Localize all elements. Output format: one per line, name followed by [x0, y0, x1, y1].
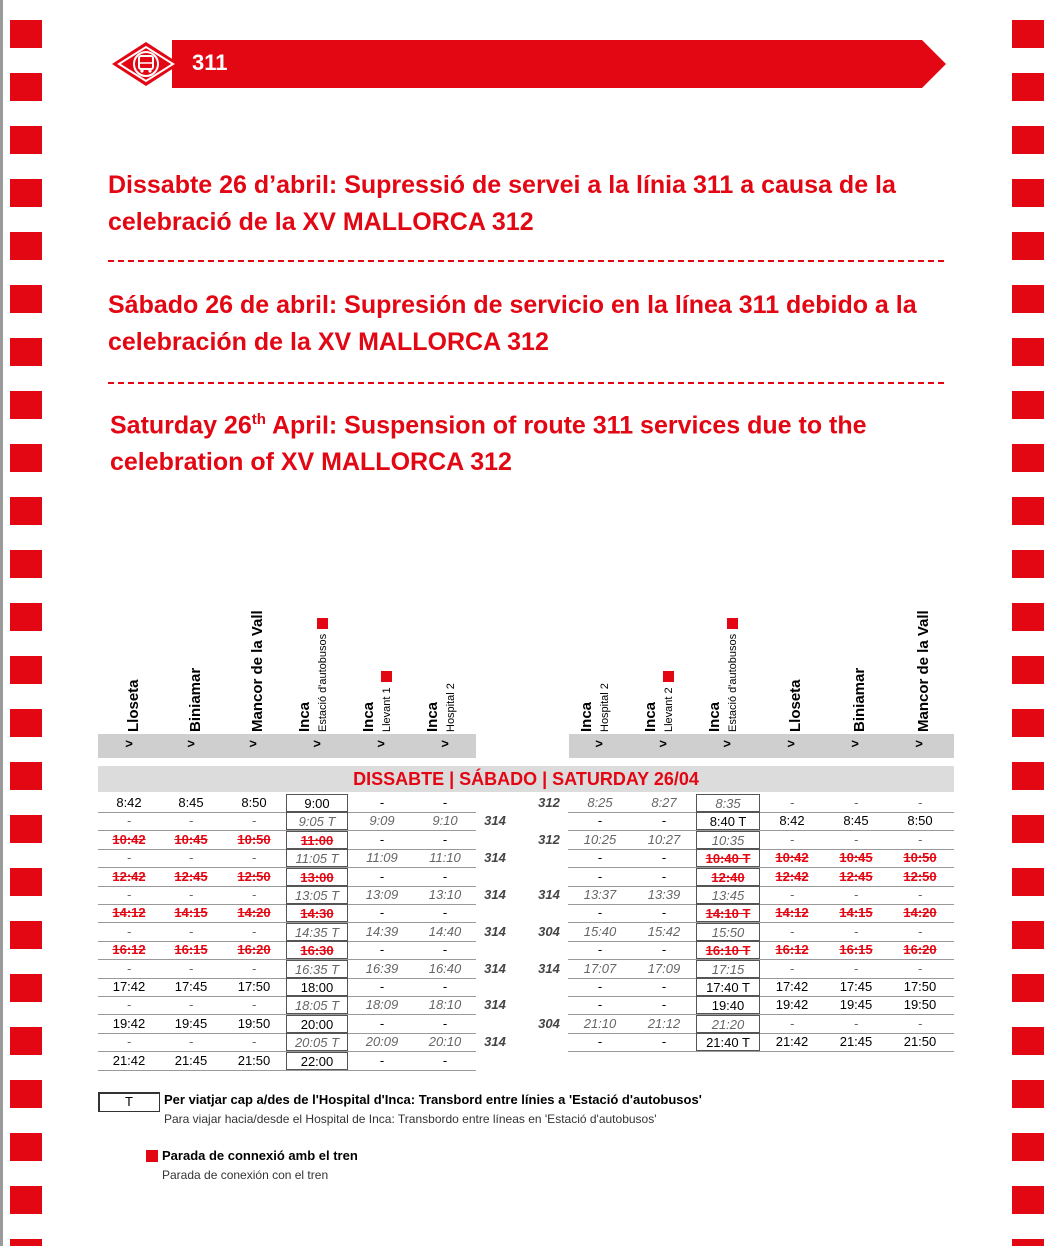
notice-english-part1: Saturday 26	[110, 411, 252, 440]
time-cell: 20:05 T	[286, 1033, 348, 1051]
time-cell: 13:05 T	[286, 886, 348, 904]
direction-arrow: >	[313, 736, 321, 751]
left-header-5	[424, 683, 458, 732]
time-cell: 14:12	[775, 905, 809, 921]
time-cell: -	[597, 868, 603, 884]
time-cell: -	[126, 1034, 132, 1050]
divider-2	[108, 382, 944, 384]
time-cell: -	[442, 1052, 448, 1068]
connecting-route: 312	[538, 831, 560, 847]
right-table-row	[98, 978, 954, 996]
page-edge-line	[0, 0, 3, 1246]
right-header-2	[706, 618, 740, 732]
time-cell: 12:50	[903, 868, 937, 884]
time-cell: -	[597, 813, 603, 829]
time-cell: -	[126, 923, 132, 939]
notice-english-sup: th	[251, 411, 266, 428]
stop-subname: Llevant 2	[663, 687, 675, 732]
time-cell: 14:30	[286, 904, 348, 922]
right-table-row	[98, 886, 954, 904]
time-cell: -	[126, 813, 132, 829]
time-cell: 21:45	[839, 1034, 873, 1050]
time-cell: -	[597, 979, 603, 994]
stop-name: Inca	[424, 701, 441, 732]
time-cell: 14:20	[903, 905, 937, 921]
time-cell: -	[379, 942, 385, 958]
right-table-row	[98, 996, 954, 1014]
time-cell: -	[188, 923, 194, 939]
time-cell: 17:42	[775, 979, 809, 994]
time-cell: -	[789, 960, 795, 976]
time-cell: 10:45	[174, 831, 208, 847]
time-cell: -	[789, 831, 795, 847]
time-cell: -	[188, 887, 194, 902]
time-cell: 12:40	[696, 868, 760, 886]
time-cell: 8:45	[178, 795, 204, 810]
left-header-0	[125, 679, 142, 732]
notice-english	[110, 401, 940, 481]
time-cell: 13:10	[428, 887, 462, 902]
time-cell: -	[917, 923, 923, 939]
time-cell: 12:50	[237, 868, 271, 884]
time-cell: -	[251, 850, 257, 866]
time-cell: 17:07	[583, 960, 617, 976]
time-cell: 11:05 T	[286, 849, 348, 867]
time-cell: 14:15	[174, 905, 208, 921]
time-cell: 14:20	[237, 905, 271, 921]
time-cell: 13:09	[365, 887, 399, 902]
time-cell: 16:12	[112, 942, 146, 958]
train-square-icon	[146, 1150, 158, 1162]
left-header-1	[187, 668, 204, 732]
right-table-row	[98, 904, 954, 922]
time-cell: 17:50	[237, 979, 271, 994]
time-cell: 19:42	[775, 997, 809, 1013]
time-cell: 12:45	[839, 868, 873, 884]
time-cell: -	[442, 795, 448, 810]
time-cell: 16:12	[775, 942, 809, 958]
time-cell: 10:40 T	[696, 849, 760, 867]
time-cell: 12:42	[775, 868, 809, 884]
stop-name: Lloseta	[125, 679, 142, 732]
direction-arrow: >	[441, 736, 449, 751]
time-cell: 14:12	[112, 905, 146, 921]
time-cell: 16:20	[903, 942, 937, 958]
time-cell: -	[789, 887, 795, 902]
time-cell: 21:45	[174, 1052, 208, 1068]
connecting-route: 314	[484, 1034, 506, 1050]
time-cell: 8:45	[843, 813, 869, 829]
time-cell: 16:15	[174, 942, 208, 958]
right-header-1	[642, 671, 676, 732]
time-cell: -	[442, 831, 448, 847]
connecting-route: 304	[538, 923, 560, 939]
right-table-row	[98, 960, 954, 978]
time-cell: -	[917, 831, 923, 847]
time-cell: 15:50	[696, 923, 760, 941]
direction-arrow: >	[377, 736, 385, 751]
time-cell: 16:39	[365, 960, 399, 976]
left-header-2	[249, 610, 266, 732]
time-cell: 20:00	[286, 1015, 348, 1033]
time-cell: -	[188, 850, 194, 866]
time-cell: 15:42	[647, 923, 681, 939]
time-cell: 13:45	[696, 886, 760, 904]
right-table-row	[98, 812, 954, 830]
stop-subname: Estació d'autobusos	[727, 633, 739, 732]
time-cell: -	[251, 813, 257, 829]
time-cell: 19:45	[839, 997, 873, 1013]
time-cell: 10:27	[647, 831, 681, 847]
stop-subname: Llevant 1	[381, 687, 393, 732]
row-divider	[568, 1051, 954, 1052]
time-cell: 14:35 T	[286, 923, 348, 941]
time-cell: 17:09	[647, 960, 681, 976]
time-cell: -	[917, 960, 923, 976]
connecting-route: 314	[484, 887, 506, 902]
time-cell: 8:25	[587, 795, 613, 810]
time-cell: 8:42	[116, 795, 142, 810]
row-divider	[98, 1070, 476, 1071]
time-cell: -	[442, 942, 448, 958]
arrow-bar-right	[569, 734, 954, 758]
time-cell: 21:50	[903, 1034, 937, 1050]
time-cell: 16:20	[237, 942, 271, 958]
train-connection-icon	[663, 671, 674, 682]
time-cell: -	[379, 868, 385, 884]
right-header-0	[578, 683, 612, 732]
train-connection-icon	[317, 618, 328, 629]
time-cell: 16:35 T	[286, 960, 348, 978]
time-cell: 10:50	[903, 850, 937, 866]
right-header-5	[915, 610, 932, 732]
connecting-route: 314	[538, 960, 560, 976]
connecting-route: 314	[484, 850, 506, 866]
stop-name: Lloseta	[787, 679, 804, 732]
time-cell: -	[188, 960, 194, 976]
right-header-4	[851, 668, 868, 732]
time-cell: -	[853, 831, 859, 847]
time-cell: 9:09	[369, 813, 395, 829]
route-number: 311	[192, 50, 228, 75]
right-red-dash-border	[1012, 0, 1044, 1246]
time-cell: 12:42	[112, 868, 146, 884]
time-cell: -	[379, 1052, 385, 1068]
time-cell: -	[853, 795, 859, 810]
time-cell: 21:10	[583, 1015, 617, 1031]
time-cell: 19:40	[696, 996, 760, 1014]
time-cell: -	[661, 850, 667, 866]
direction-arrow: >	[659, 736, 667, 751]
time-cell: -	[188, 997, 194, 1013]
direction-arrow: >	[723, 736, 731, 751]
time-cell: -	[379, 795, 385, 810]
connecting-route: 314	[484, 960, 506, 976]
time-cell: -	[251, 997, 257, 1013]
time-cell: 18:10	[428, 997, 462, 1013]
direction-arrow: >	[249, 736, 257, 751]
time-cell: 20:10	[428, 1034, 462, 1050]
left-header-4	[360, 671, 394, 732]
time-cell: 21:42	[775, 1034, 809, 1050]
time-cell: 10:42	[112, 831, 146, 847]
stop-name: Mancor de la Vall	[915, 610, 932, 732]
route-banner	[112, 40, 946, 88]
time-cell: 19:50	[903, 997, 937, 1013]
notice-catalan: Dissabte 26 d’abril: Supressió de servei a la línia 311 a causa de la celebració de la XV MALLORCA 312	[108, 171, 896, 236]
time-cell: -	[661, 979, 667, 994]
connecting-route: 314	[484, 813, 506, 829]
legend-train-spanish: Parada de conexión con el tren	[162, 1168, 329, 1182]
time-cell: 11:09	[366, 850, 398, 866]
time-cell: -	[251, 923, 257, 939]
timetable-title: DISSABTE | SÁBADO | SATURDAY 26/04	[98, 766, 954, 792]
time-cell: -	[661, 997, 667, 1013]
time-cell: 19:45	[174, 1015, 208, 1031]
time-cell: 8:27	[651, 795, 677, 810]
time-cell: 8:50	[241, 795, 267, 810]
time-cell: 13:00	[286, 868, 348, 886]
time-cell: 21:40 T	[696, 1033, 760, 1051]
time-cell: 17:45	[839, 979, 873, 994]
time-cell: 17:50	[903, 979, 937, 994]
time-cell: -	[251, 1034, 257, 1050]
time-cell: 10:42	[775, 850, 809, 866]
time-cell: -	[442, 979, 448, 994]
time-cell: 17:15	[696, 960, 760, 978]
stop-name: Inca	[706, 701, 723, 732]
stop-subname: Hospital 2	[445, 683, 457, 732]
stop-name: Inca	[578, 701, 595, 732]
time-cell: -	[442, 868, 448, 884]
stop-subname: Hospital 2	[599, 683, 611, 732]
right-table-row	[98, 941, 954, 959]
time-cell: 16:15	[839, 942, 873, 958]
time-cell: 17:45	[174, 979, 208, 994]
time-cell: 10:45	[839, 850, 873, 866]
time-cell: 9:00	[286, 794, 348, 812]
stop-name: Inca	[296, 701, 313, 732]
timetable	[98, 580, 954, 1070]
stop-name: Biniamar	[851, 667, 868, 732]
time-cell: -	[597, 905, 603, 921]
time-cell: -	[853, 1015, 859, 1031]
right-table-row	[98, 794, 954, 812]
time-cell: -	[597, 1034, 603, 1050]
right-table-row	[98, 923, 954, 941]
connecting-route: 304	[538, 1015, 560, 1031]
time-cell: -	[789, 923, 795, 939]
time-cell: -	[661, 942, 667, 958]
stop-name: Mancor de la Vall	[249, 610, 266, 732]
connecting-route: 314	[484, 923, 506, 939]
time-cell: 16:10 T	[696, 941, 760, 959]
time-cell: -	[661, 868, 667, 884]
train-connection-icon	[381, 671, 392, 682]
time-cell: -	[853, 887, 859, 902]
direction-arrow: >	[915, 736, 923, 751]
stop-name: Biniamar	[187, 667, 204, 732]
time-cell: -	[917, 795, 923, 810]
time-cell: -	[126, 887, 132, 902]
left-red-dash-border	[10, 0, 42, 1246]
time-cell: 11:00	[286, 831, 348, 849]
time-cell: 10:50	[237, 831, 271, 847]
time-cell: 17:40 T	[696, 978, 760, 996]
time-cell: 21:50	[237, 1052, 271, 1068]
time-cell: -	[188, 1034, 194, 1050]
time-cell: -	[661, 905, 667, 921]
time-cell: 16:40	[428, 960, 462, 976]
time-cell: 16:30	[286, 941, 348, 959]
time-cell: 13:37	[583, 887, 617, 902]
time-cell: -	[379, 1015, 385, 1031]
time-cell: -	[789, 795, 795, 810]
time-cell: 22:00	[286, 1052, 348, 1070]
time-cell: -	[661, 813, 667, 829]
time-cell: 18:09	[365, 997, 399, 1013]
time-cell: -	[442, 905, 448, 921]
time-cell: -	[379, 831, 385, 847]
legend-train-catalan: Parada de connexió amb el tren	[162, 1148, 358, 1163]
connecting-route: 314	[484, 997, 506, 1013]
right-table-row	[98, 831, 954, 849]
connecting-route: 314	[538, 887, 560, 902]
time-cell: -	[853, 960, 859, 976]
time-cell: 13:39	[647, 887, 681, 902]
time-cell: -	[442, 1015, 448, 1031]
connecting-route: 312	[538, 795, 560, 810]
time-cell: 21:12	[647, 1015, 681, 1031]
right-table-row	[98, 1033, 954, 1051]
banner-shape	[112, 40, 946, 88]
time-cell: 15:40	[583, 923, 617, 939]
direction-arrow: >	[187, 736, 195, 751]
time-cell: -	[126, 960, 132, 976]
time-cell: -	[917, 887, 923, 902]
time-cell: 9:10	[432, 813, 458, 829]
time-cell: 14:10 T	[696, 904, 760, 922]
time-cell: -	[597, 942, 603, 958]
direction-arrow: >	[787, 736, 795, 751]
right-table-row	[98, 868, 954, 886]
time-cell: -	[789, 1015, 795, 1031]
legend-t-catalan: Per viatjar cap a/des de l'Hospital d'Inca: Transbord entre línies a 'Estació d'autobusos'	[164, 1092, 702, 1107]
time-cell: 8:50	[907, 813, 933, 829]
time-cell: 18:05 T	[286, 996, 348, 1014]
time-cell: -	[379, 905, 385, 921]
time-cell: 10:35	[696, 831, 760, 849]
time-cell: 14:15	[839, 905, 873, 921]
time-cell: -	[661, 1034, 667, 1050]
time-cell: 18:00	[286, 978, 348, 996]
direction-arrow: >	[851, 736, 859, 751]
time-cell: -	[188, 813, 194, 829]
time-cell: 14:39	[365, 923, 399, 939]
time-cell: -	[379, 979, 385, 994]
time-cell: -	[597, 850, 603, 866]
time-cell: -	[917, 1015, 923, 1031]
right-header-3	[787, 679, 804, 732]
time-cell: -	[251, 960, 257, 976]
notice-english-part2: April: Suspension of route 311 services due to the celebration of XV MALLORCA 312	[110, 411, 867, 477]
time-cell: 9:05 T	[286, 812, 348, 830]
time-cell: 19:42	[112, 1015, 146, 1031]
time-cell: 19:50	[237, 1015, 271, 1031]
time-cell: 17:42	[112, 979, 146, 994]
direction-arrow: >	[125, 736, 133, 751]
time-cell: 21:42	[112, 1052, 146, 1068]
time-cell: 8:42	[779, 813, 805, 829]
train-connection-icon	[727, 618, 738, 629]
direction-arrow: >	[595, 736, 603, 751]
time-cell: 21:20	[696, 1015, 760, 1033]
notice-spanish: Sábado 26 de abril: Supresión de servicio en la línea 311 debido a la celebración de la XV MALLORCA 312	[108, 291, 917, 356]
stop-subname: Estació d'autobusos	[317, 633, 329, 732]
time-cell: -	[597, 997, 603, 1013]
legend-t-spanish: Para viajar hacia/desde el Hospital de Inca: Transbordo entre líneas en 'Estació d'autobusos'	[164, 1112, 657, 1126]
time-cell: -	[853, 923, 859, 939]
divider-1	[108, 260, 944, 262]
legend-t-symbol: T	[98, 1092, 160, 1112]
time-cell: 14:40	[428, 923, 462, 939]
time-cell: 12:45	[174, 868, 208, 884]
time-cell: 8:35	[696, 794, 760, 812]
time-cell: 20:09	[365, 1034, 399, 1050]
time-cell: 11:10	[429, 850, 461, 866]
arrow-bar-left	[98, 734, 476, 758]
time-cell: -	[251, 887, 257, 902]
right-table-row	[98, 1015, 954, 1033]
time-cell: 8:40 T	[696, 812, 760, 830]
left-header-3	[296, 618, 330, 732]
stop-name: Inca	[360, 701, 377, 732]
stop-name: Inca	[642, 701, 659, 732]
time-cell: 10:25	[583, 831, 617, 847]
left-table-row	[98, 1052, 954, 1070]
time-cell: -	[126, 997, 132, 1013]
right-table-row	[98, 849, 954, 867]
time-cell: -	[126, 850, 132, 866]
